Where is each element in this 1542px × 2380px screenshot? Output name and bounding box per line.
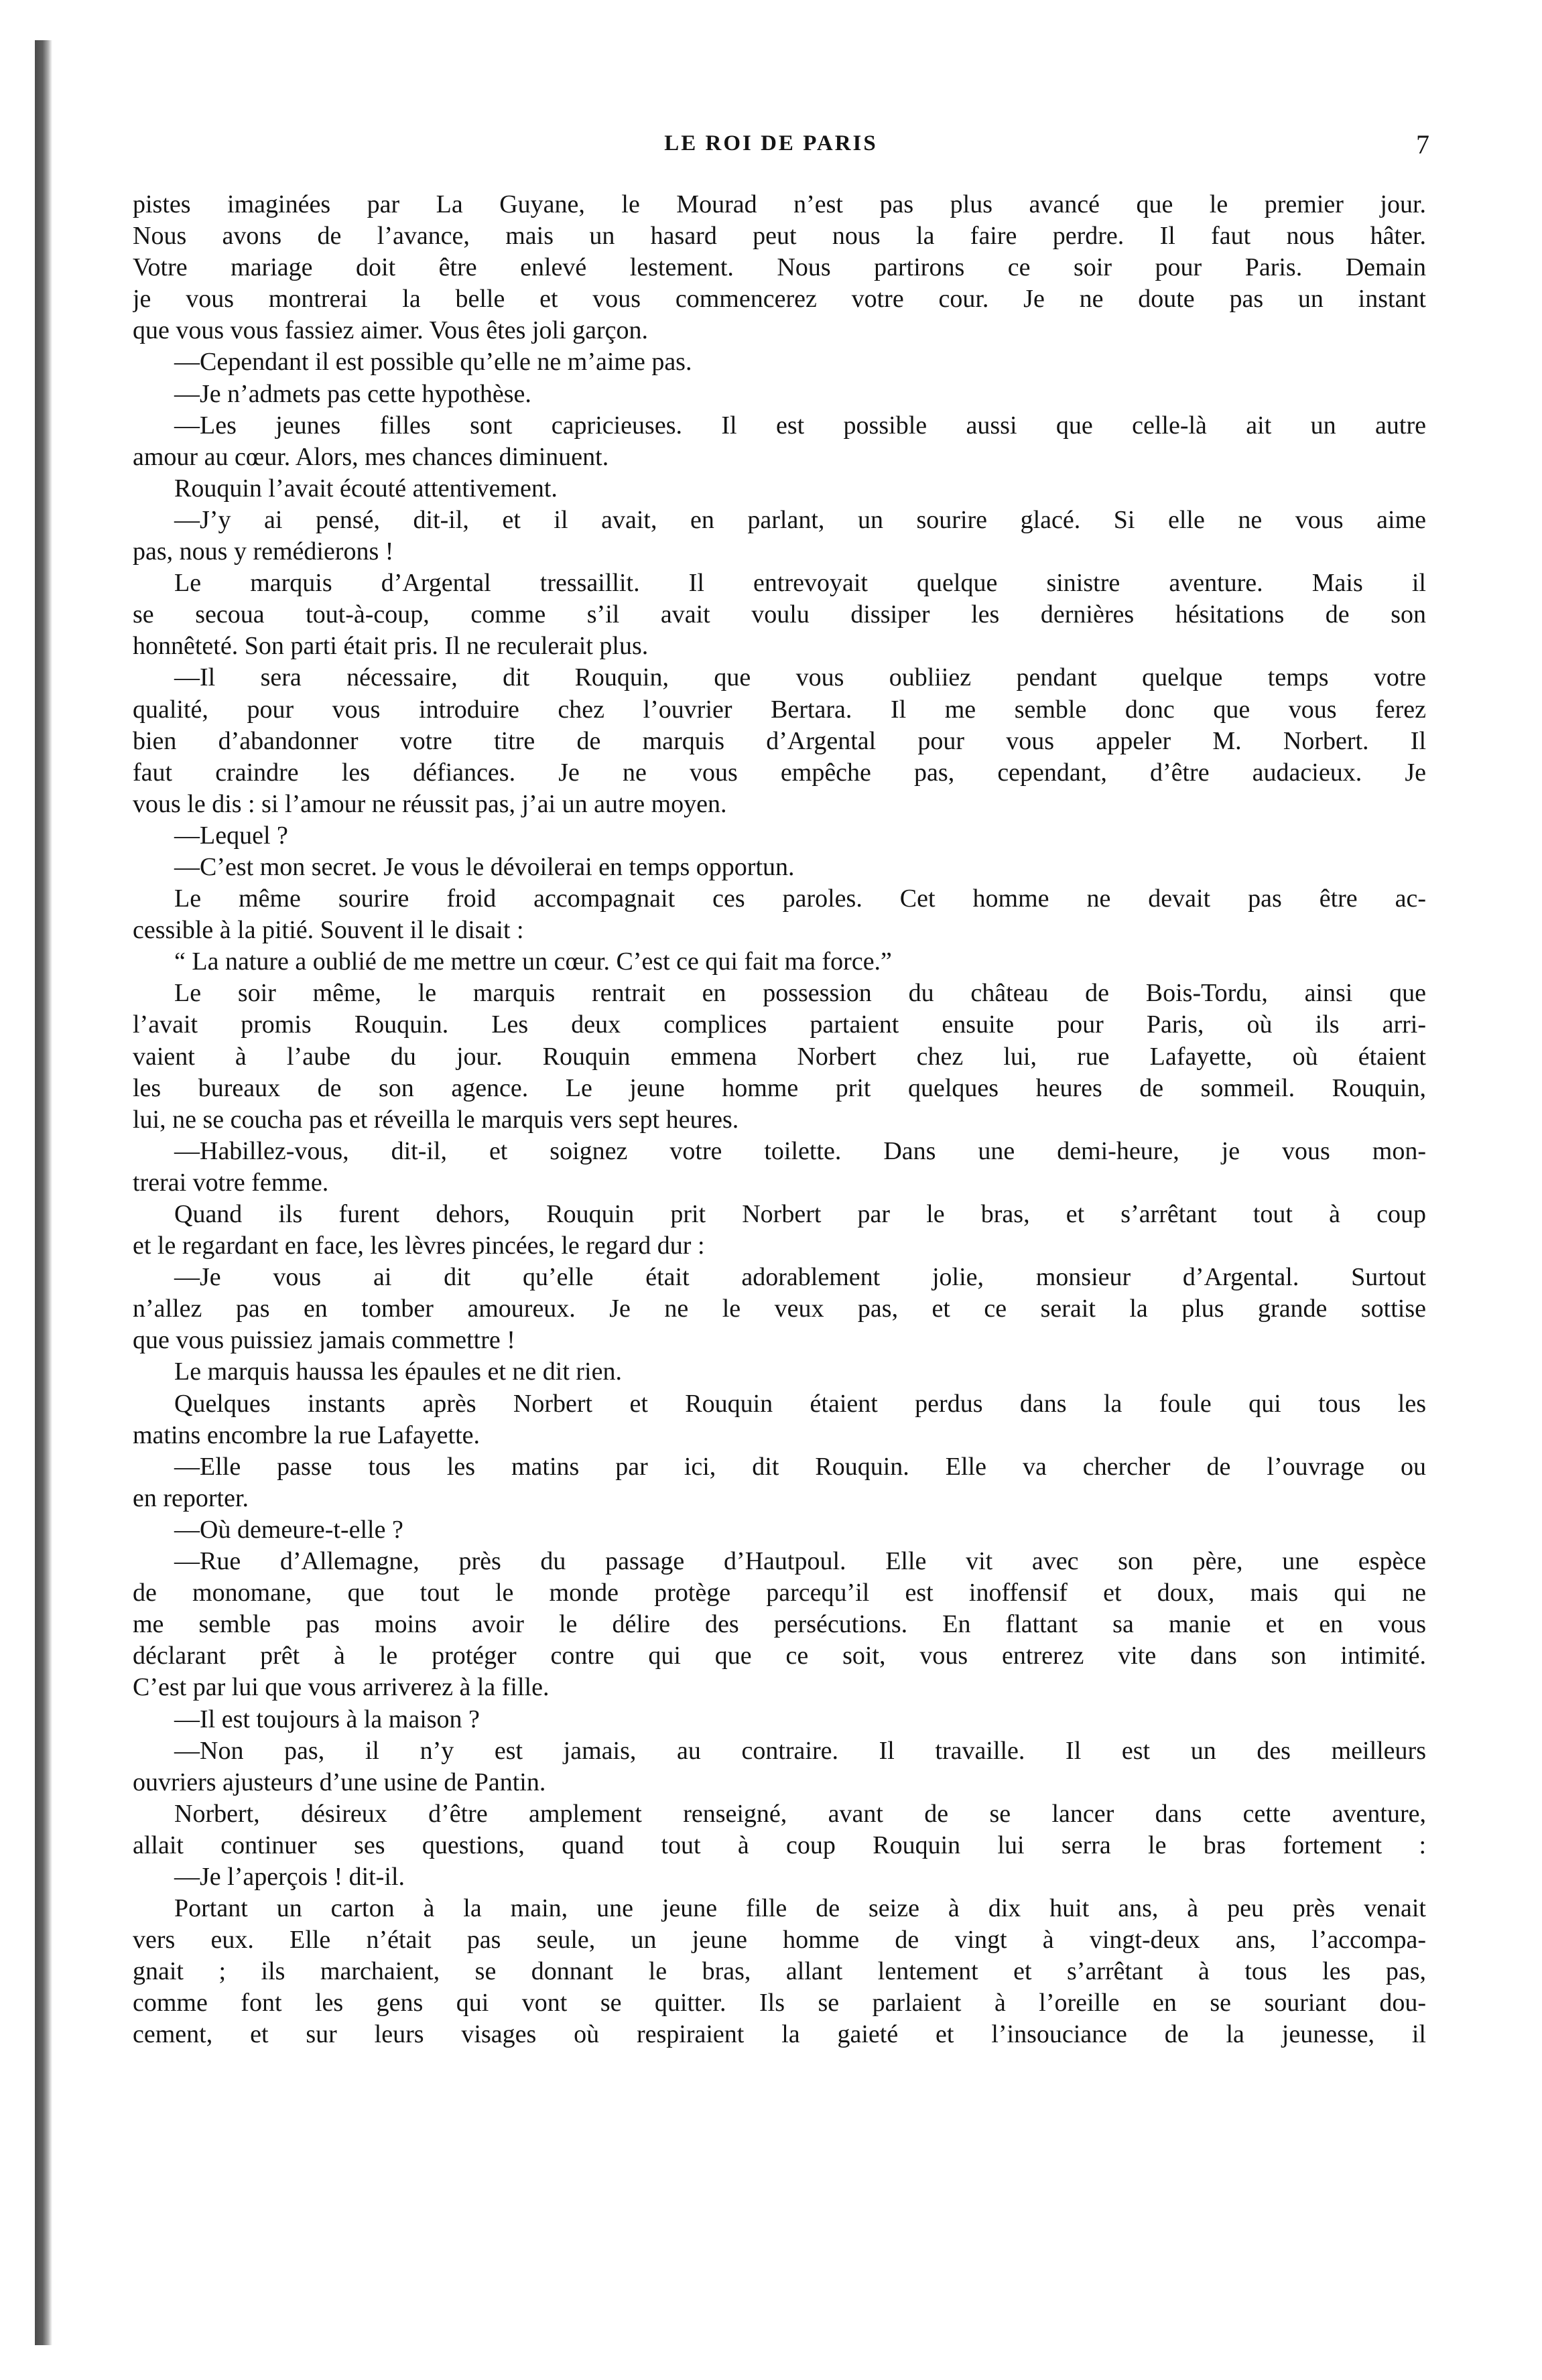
text-line: n’allez pas en tomber amoureux. Je ne le veux pas, et ce serait la plus grande sottise <box>133 1295 1426 1323</box>
text-line: —Je n’admets pas cette hypothèse. <box>174 379 531 408</box>
text-line: —Il est toujours à la maison ? <box>174 1705 480 1733</box>
text-line: Le marquis haussa les épaules et ne dit rien. <box>174 1358 622 1386</box>
text-line: déclarant prêt à le protéger contre qui que ce soit, vous entrerez vite dans son intimité. <box>133 1642 1426 1670</box>
text-line: que vous vous fassiez aimer. Vous êtes joli garçon. <box>133 316 649 345</box>
text-line: cessible à la pitié. Souvent il le disait : <box>133 916 524 945</box>
text-line: l’avait promis Rouquin. Les deux complices partaient ensuite pour Paris, où ils arri- <box>133 1010 1426 1039</box>
text-line: se secoua tout-à-coup, comme s’il avait voulu dissiper les dernières hésitations de son <box>133 600 1426 629</box>
text-line: gnait ; ils marchaient, se donnant le bras, allant lentement et s’arrêtant à tous les pas, <box>133 1957 1426 1986</box>
text-line: pistes imaginées par La Guyane, le Mourad n’est pas plus avancé que le premier jour. <box>133 190 1426 218</box>
text-line: comme font les gens qui vont se quitter. Ils se parlaient à l’oreille en se souriant dou- <box>133 1989 1426 2018</box>
text-line: Le même sourire froid accompagnait ces paroles. Cet homme ne devait pas être ac- <box>174 884 1426 913</box>
page-header <box>0 131 1542 165</box>
text-line: vaient à l’aube du jour. Rouquin emmena Norbert chez lui, rue Lafayette, où étaient <box>133 1042 1426 1071</box>
text-line: je vous montrerai la belle et vous commencerez votre cour. Je ne doute pas un instant <box>133 285 1426 314</box>
text-line: Norbert, désireux d’être amplement renseigné, avant de se lancer dans cette aventure, <box>174 1799 1426 1828</box>
text-line: —Habillez-vous, dit-il, et soignez votre toilette. Dans une demi-heure, je vous mon- <box>174 1136 1426 1165</box>
text-line: de monomane, que tout le monde protège parcequ’il est inoffensif et doux, mais qui ne <box>133 1579 1426 1607</box>
text-line: —Rue d’Allemagne, près du passage d’Hautpoul. Elle vit avec son père, une espèce <box>174 1547 1426 1576</box>
page-number: 7 <box>1416 129 1429 159</box>
text-line: trerai votre femme. <box>133 1168 329 1197</box>
text-line: qualité, pour vous introduire chez l’ouvrier Bertara. Il me semble donc que vous ferez <box>133 695 1426 724</box>
text-line: en reporter. <box>133 1483 249 1512</box>
text-line: Le marquis d’Argental tressaillit. Il entrevoyait quelque sinistre aventure. Mais il <box>174 569 1426 598</box>
text-line: amour au cœur. Alors, mes chances diminuent. <box>133 442 609 471</box>
text-line: —Il sera nécessaire, dit Rouquin, que vous oubliiez pendant quelque temps votre <box>174 663 1426 692</box>
text-line: Quelques instants après Norbert et Rouquin étaient perdus dans la foule qui tous les <box>174 1389 1426 1418</box>
text-line: ouvriers ajusteurs d’une usine de Pantin. <box>133 1768 546 1796</box>
text-line: me semble pas moins avoir le délire des persécutions. En flattant sa manie et en vous <box>133 1610 1426 1639</box>
text-line: que vous puissiez jamais commettre ! <box>133 1326 515 1355</box>
text-line: —Cependant il est possible qu’elle ne m’aime pas. <box>174 348 692 377</box>
text-line: —Les jeunes filles sont capricieuses. Il est possible aussi que celle-là ait un autre <box>174 411 1426 440</box>
text-line: Quand ils furent dehors, Rouquin prit Norbert par le bras, et s’arrêtant tout à coup <box>174 1200 1426 1228</box>
text-line: —Lequel ? <box>174 821 288 850</box>
text-line: —Je l’aperçois ! dit-il. <box>174 1862 405 1891</box>
text-line: —Je vous ai dit qu’elle était adorablement jolie, monsieur d’Argental. Surtout <box>174 1263 1426 1292</box>
text-line: C’est par lui que vous arriverez à la fille. <box>133 1673 550 1702</box>
text-line: Rouquin l’avait écouté attentivement. <box>174 474 558 503</box>
text-line: —C’est mon secret. Je vous le dévoilerai en temps opportun. <box>174 852 795 881</box>
running-title: LE ROI DE PARIS <box>664 131 878 155</box>
text-line: vous le dis : si l’amour ne réussit pas, j’ai un autre moyen. <box>133 789 727 818</box>
text-line: —J’y ai pensé, dit-il, et il avait, en parlant, un sourire glacé. Si elle ne vous aime <box>174 505 1426 534</box>
text-line: et le regardant en face, les lèvres pincées, le regard dur : <box>133 1232 705 1260</box>
text-line: les bureaux de son agence. Le jeune homme prit quelques heures de sommeil. Rouquin, <box>133 1073 1426 1102</box>
text-body <box>133 189 1426 2051</box>
text-line: “ La nature a oublié de me mettre un cœur. C’est ce qui fait ma force.” <box>174 947 892 976</box>
text-line: allait continuer ses questions, quand tout à coup Rouquin lui serra le bras fortement : <box>133 1831 1426 1859</box>
text-line: bien d’abandonner votre titre de marquis d’Argental pour vous appeler M. Norbert. Il <box>133 726 1426 755</box>
page-binding-edge <box>35 40 52 2345</box>
text-line: lui, ne se coucha pas et réveilla le marquis vers sept heures. <box>133 1105 739 1134</box>
text-line: honnêteté. Son parti était pris. Il ne reculerait plus. <box>133 632 649 661</box>
text-line: vers eux. Elle n’était pas seule, un jeune homme de vingt à vingt-deux ans, l’accompa- <box>133 1926 1426 1955</box>
text-line: —Non pas, il n’y est jamais, au contraire. Il travaille. Il est un des meilleurs <box>174 1736 1426 1765</box>
text-line: Portant un carton à la main, une jeune fille de seize à dix huit ans, à peu près venait <box>174 1894 1426 1923</box>
text-line: Le soir même, le marquis rentrait en possession du château de Bois-Tordu, ainsi que <box>174 979 1426 1008</box>
text-line: pas, nous y remédierons ! <box>133 537 394 566</box>
text-line: cement, et sur leurs visages où respiraient la gaieté et l’insouciance de la jeunesse, il <box>133 2020 1426 2049</box>
text-line: —Où demeure-t-elle ? <box>174 1515 403 1544</box>
text-line: Nous avons de l’avance, mais un hasard peut nous la faire perdre. Il faut nous hâter. <box>133 222 1426 251</box>
text-line: matins encombre la rue Lafayette. <box>133 1420 480 1449</box>
text-line: Votre mariage doit être enlevé lestement. Nous partirons ce soir pour Paris. Demain <box>133 253 1426 282</box>
text-line: —Elle passe tous les matins par ici, dit Rouquin. Elle va chercher de l’ouvrage ou <box>174 1452 1426 1481</box>
text-line: faut craindre les défiances. Je ne vous empêche pas, cependant, d’être audacieux. Je <box>133 758 1426 787</box>
